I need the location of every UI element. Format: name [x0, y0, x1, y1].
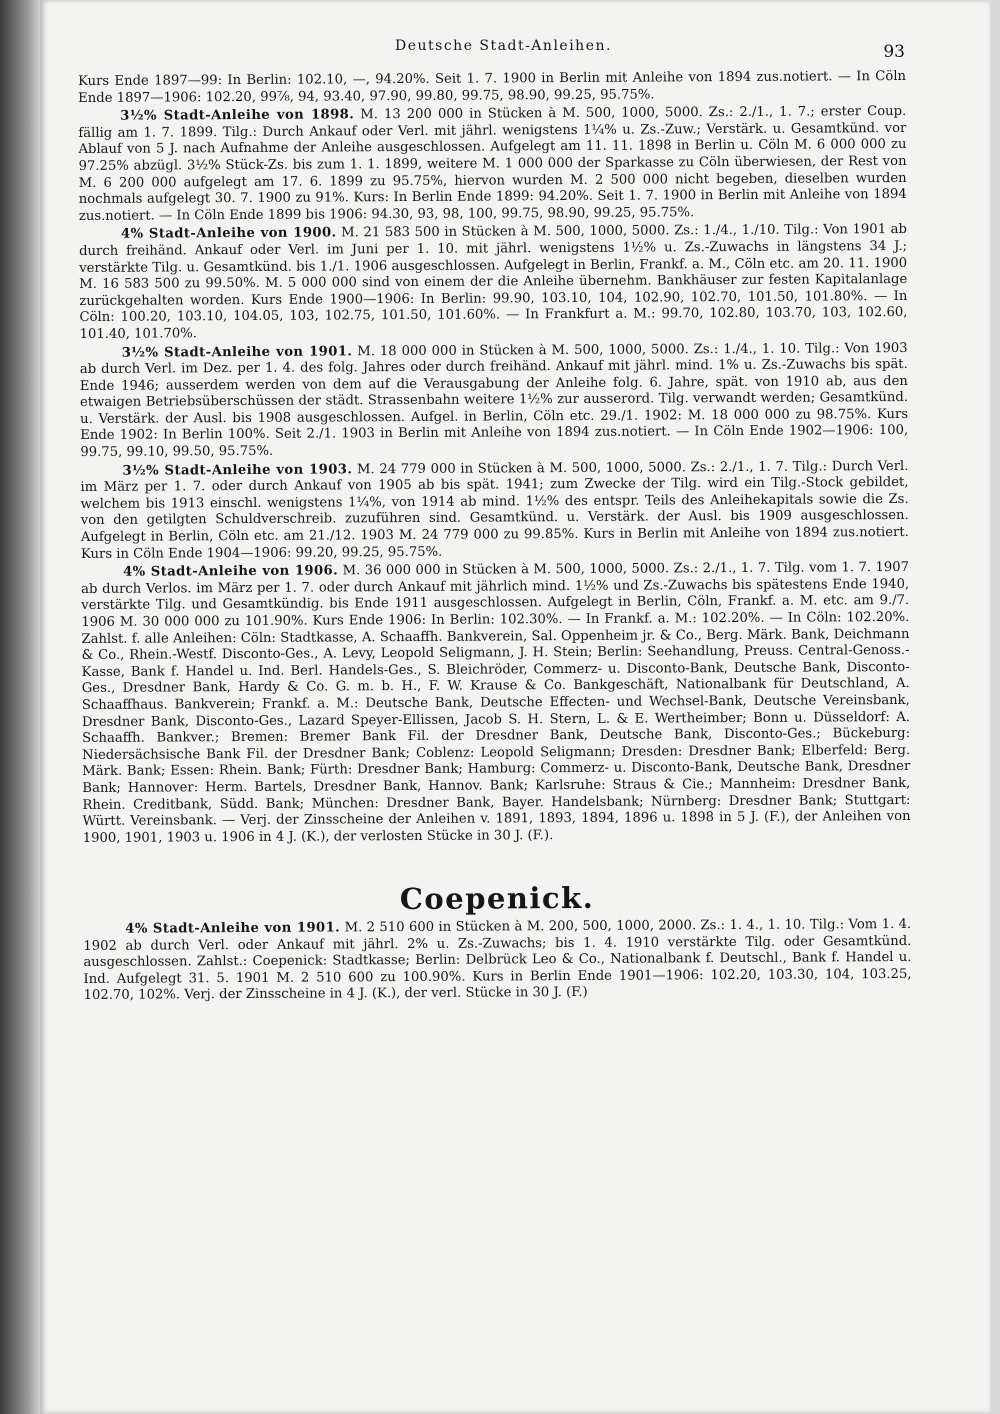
entry-heading: 4% Stadt-Anleihe von 1900.	[120, 225, 337, 243]
paragraph-text: Kurs Ende 1897—99: In Berlin: 102.10, —, 94.20%. Seit 1. 7. 1900 in Berlin mit Anleihe von 1894 zus.notiert. — In Cöln Ende 1897—1906: 102.20, 99⅞, 94, 93.40, 97.90, 99.80, 99.75, 98.90, 99.25, 95.75%.	[78, 68, 907, 106]
entry-text: M. 13 200 000 in Stücken à M. 500, 1000, 5000. Zs.: 2./1., 1. 7.; erster Coup. fällig am 1. 7. 1899. Tilg.: Durch Ankauf oder Verl. mit jährl. wenigstens 1¼% u. Zs.-Zuw.; Verstärk. u. Gesamtkünd. vor Ablauf von 5 J. nach Aufnahme der Anleihe ausgeschlossen. Aufgelegt am 11. 11. 1898 in Berlin u. Cöln M. 6 000 000 zu 97.25% abzügl. 3½% Stück-Zs. bis zum 1. 1. 1899, weitere M. 1 000 000 der Sparkasse zu Cöln überwiesen, der Rest von M. 6 200 000 aufgelegt am 17. 6. 1899 zu 95.75%, hiervon wurden M. 2 500 000 nicht begeben, dieselben wurden nochmals aufgelegt 30. 7. 1900 zu 91%. Kurs: In Berlin Ende 1899: 94.20%. Seit 1. 7. 1900 in Berlin mit Anleihe von 1894 zus.notiert. — In Cöln Ende 1899 bis 1906: 94.30, 93, 98, 100, 99.75, 98.90, 99.25, 95.75%.	[78, 104, 907, 224]
entry-heading: 3½% Stadt-Anleihe von 1898.	[120, 107, 355, 124]
page-header	[0, 38, 1000, 62]
entry-heading: 3½% Stadt-Anleihe von 1901.	[121, 343, 353, 361]
paragraph-kurs-1894	[78, 69, 906, 107]
entry-anleihe-1898	[78, 104, 907, 225]
entry-coepenick-anleihe-1901	[83, 917, 911, 1005]
entry-text: M. 2 510 600 in Stücken à M. 200, 500, 1000, 2000. Zs.: 1. 4., 1. 10. Tilg.: Vom 1. 4. 1902 ab durch Verl. oder Ankauf mit jährl. 2% u. Zs.-Zuwachs; bis 1. 4. 1910 verstärkte Tilg. oder Gesamtkünd. ausgeschlossen. Zahlst.: Coepenick: Stadtkasse; Berlin: Delbrück Leo & Co., Nationalbank f. Deutschl., Bank f. Handel u. Ind. Aufgelegt 31. 5. 1901 M. 2 510 600 zu 100.90%. Kurs in Berlin Ende 1901—1906: 102.20, 103.30, 104, 103.25, 102.70, 102%. Verj. der Zinsscheine in 4 J. (K.), der verl. Stücke in 30 J. (F.)	[83, 916, 912, 1004]
entry-heading: 3½% Stadt-Anleihe von 1903.	[122, 461, 353, 479]
page-gutter-shadow	[0, 0, 40, 1414]
entry-text: M. 36 000 000 in Stücken à M. 500, 1000, 5000. Zs.: 2./1., 1. 7. Tilg. vom 1. 7. 1907 ab durch Verlos. im März per 1. 7. oder durch Ankauf mit jährlich mind. 1½% und Zs.-Zuwachs bis spätestens Ende 1940, verstärkte Tilg. und Gesamtkündig. bis Ende 1911 ausgeschlossen. Aufgelegt in Berlin, Cöln, Frankf. a. M. etc. am 9./7. 1906 M. 30 000 000 zu 101.90%. Kurs Ende 1906: In Berlin: 102.30%. — In Frankf. a. M.: 102.20%. — In Cöln: 102.20%. Zahlst. f. alle Anleihen: Cöln: Stadtkasse, A. Schaaffh. Bankverein, Sal. Oppenheim jr. & Co., Berg. Märk. Bank, Deichmann & Co., Rhein.-Westf. Disconto-Ges., A. Levy, Leopold Seligmann, J. H. Stein; Berlin: Seehandlung, Preuss. Central-Genoss.-Kasse, Bank f. Handel u. Ind. Berl. Handels-Ges., S. Bleichröder, Commerz- u. Disconto-Bank, Deutsche Bank, Disconto-Ges., Dresdner Bank, Hardy & Co. G. m. b. H., F. W. Krause & Co. Bankgeschäft, Nationalbank für Deutschland, A. Schaaffhaus. Bankverein; Frankf. a. M.: Deutsche Bank, Deutsche Effecten- und Wechsel-Bank, Deutsche Vereinsbank, Dresdner Bank, Disconto-Ges., Lazard Speyer-Ellissen, Jacob S. H. Stern, L. & E. Wertheimber; Bonn u. Düsseldorf: A. Schaaffh. Bankver.; Bremen: Bremer Bank Fil. der Dresdner Bank, Deutsche Bank, Disconto-Ges.; Bückeburg: Niedersächsische Bank Fil. der Dresdner Bank; Coblenz: Leopold Seligmann; Dresden: Dresdner Bank; Elberfeld: Berg. Märk. Bank; Essen: Rhein. Bank; Fürth: Dresdner Bank; Hamburg: Commerz- u. Disconto-Bank, Deutsche Bank, Dresdner Bank; Hannover: Herm. Bartels, Dresdner Bank, Hannov. Bank; Karlsruhe: Straus & Cie.; Mannheim: Dresdner Bank, Rhein. Creditbank, Südd. Bank; München: Dresdner Bank, Bayer. Handelsbank; Nürnberg: Dresdner Bank; Stuttgart: Württ. Vereinsbank. — Verj. der Zinsscheine der Anleihen v. 1891, 1893, 1894, 1896 u. 1898 in 5 J. (F.), der Anleihen von 1900, 1901, 1903 u. 1906 in 4 J. (K.), der verlosten Stücke in 30 J. (F.).	[81, 560, 911, 846]
entry-anleihe-1906	[81, 560, 911, 847]
section-title-coepenick: Coepenick.	[399, 881, 595, 917]
entry-anleihe-1903	[80, 459, 909, 564]
entry-text: M. 21 583 500 in Stücken à M. 500, 1000, 5000. Zs.: 1./4., 1./10. Tilg.: Von 1901 ab durch freihänd. Ankauf oder Verl. im Juni per 1. 10. mit jährl. wenigstens 1½% u. Zs.-Zuwachs in längstens 34 J.; verstärkte Tilg. u. Gesamtkünd. bis 1./1. 1906 ausgeschlossen. Aufgelegt in Berlin, Frankf. a. M., Cöln etc. am 20. 11. 1900 M. 16 583 500 zu 99.50%. M. 5 000 000 sind von einem der die Anleihe übernehm. Bankhäuser zur festen Kapitalanlage zurückgehalten worden. Kurs Ende 1900—1906: In Berlin: 99.90, 103.10, 104, 102.90, 102.70, 101.50, 101.80%. — In Cöln: 100.20, 103.10, 104.05, 103, 102.75, 101.50, 101.60%. — In Frankfurt a. M.: 99.70, 102.80, 103.70, 103, 102.60, 101.40, 101.70%.	[79, 222, 908, 342]
entry-text: M. 18 000 000 in Stücken à M. 500, 1000, 5000. Zs.: 1./4., 1. 10. Tilg.: Von 1903 ab durch Verl. im Dez. per 1. 4. des folg. Jahres oder durch freihänd. Ankauf mit jährl. mind. 1% u. Zs.-Zuwachs bis spät. Ende 1946; ausserdem werden von dem auf die Verausgabung der Anleihe folg. 6. Jahre, spät. von 1910 ab, aus den etwaigen Betriebsüberschüssen der städt. Strassenbahn weitere 1½% zur ausserord. Tilg. verwandt werden; Gesamtkünd. u. Verstärk. der Ausl. bis 1908 ausgeschlossen. Aufgel. in Berlin, Cöln etc. 29./1. 1902: M. 18 000 000 zu 98.75%. Kurs Ende 1902: In Berlin 100%. Seit 2./1. 1903 in Berlin mit Anleihe von 1894 zus.notiert. — In Cöln Ende 1902—1906: 100, 99.75, 99.10, 99.50, 95.75%.	[79, 340, 909, 461]
page-number: 93	[883, 42, 905, 62]
entry-heading: 4% Stadt-Anleihe von 1906.	[122, 563, 339, 580]
entry-anleihe-1901	[80, 340, 909, 461]
entry-anleihe-1900	[79, 222, 908, 343]
page-body	[78, 69, 912, 1005]
running-title: Deutsche Stadt-Anleihen.	[395, 38, 612, 54]
entry-heading: 4% Stadt-Anleihe von 1901.	[125, 920, 341, 937]
entry-text: M. 24 779 000 in Stücken à M. 500, 1000, 5000. Zs.: 2./1., 1. 7. Tilg.: Durch Verl. im März per 1. 7. oder durch Ankauf von 1905 ab bis spät. 1941; zum Zwecke der Tilg. wird ein Tilg.-Stock gebildet, welchem bis 1913 einschl. wenigstens 1¼%, von 1914 ab mind. 1½% des entspr. Teils des Anleihekapitals sowie die Zs. von den getilgten Schuldverschreib. zuzuführen sind. Gesamtkünd. u. Verstärk. der Ausl. bis 1909 ausgeschlossen. Aufgelegt in Berlin, Cöln etc. am 21./12. 1903 M. 24 779 000 zu 99.85%. Kurs in Berlin mit Anleihe von 1894 zus.notiert. Kurs in Cöln Ende 1904—1906: 99.20, 99.25, 95.75%.	[80, 458, 909, 562]
